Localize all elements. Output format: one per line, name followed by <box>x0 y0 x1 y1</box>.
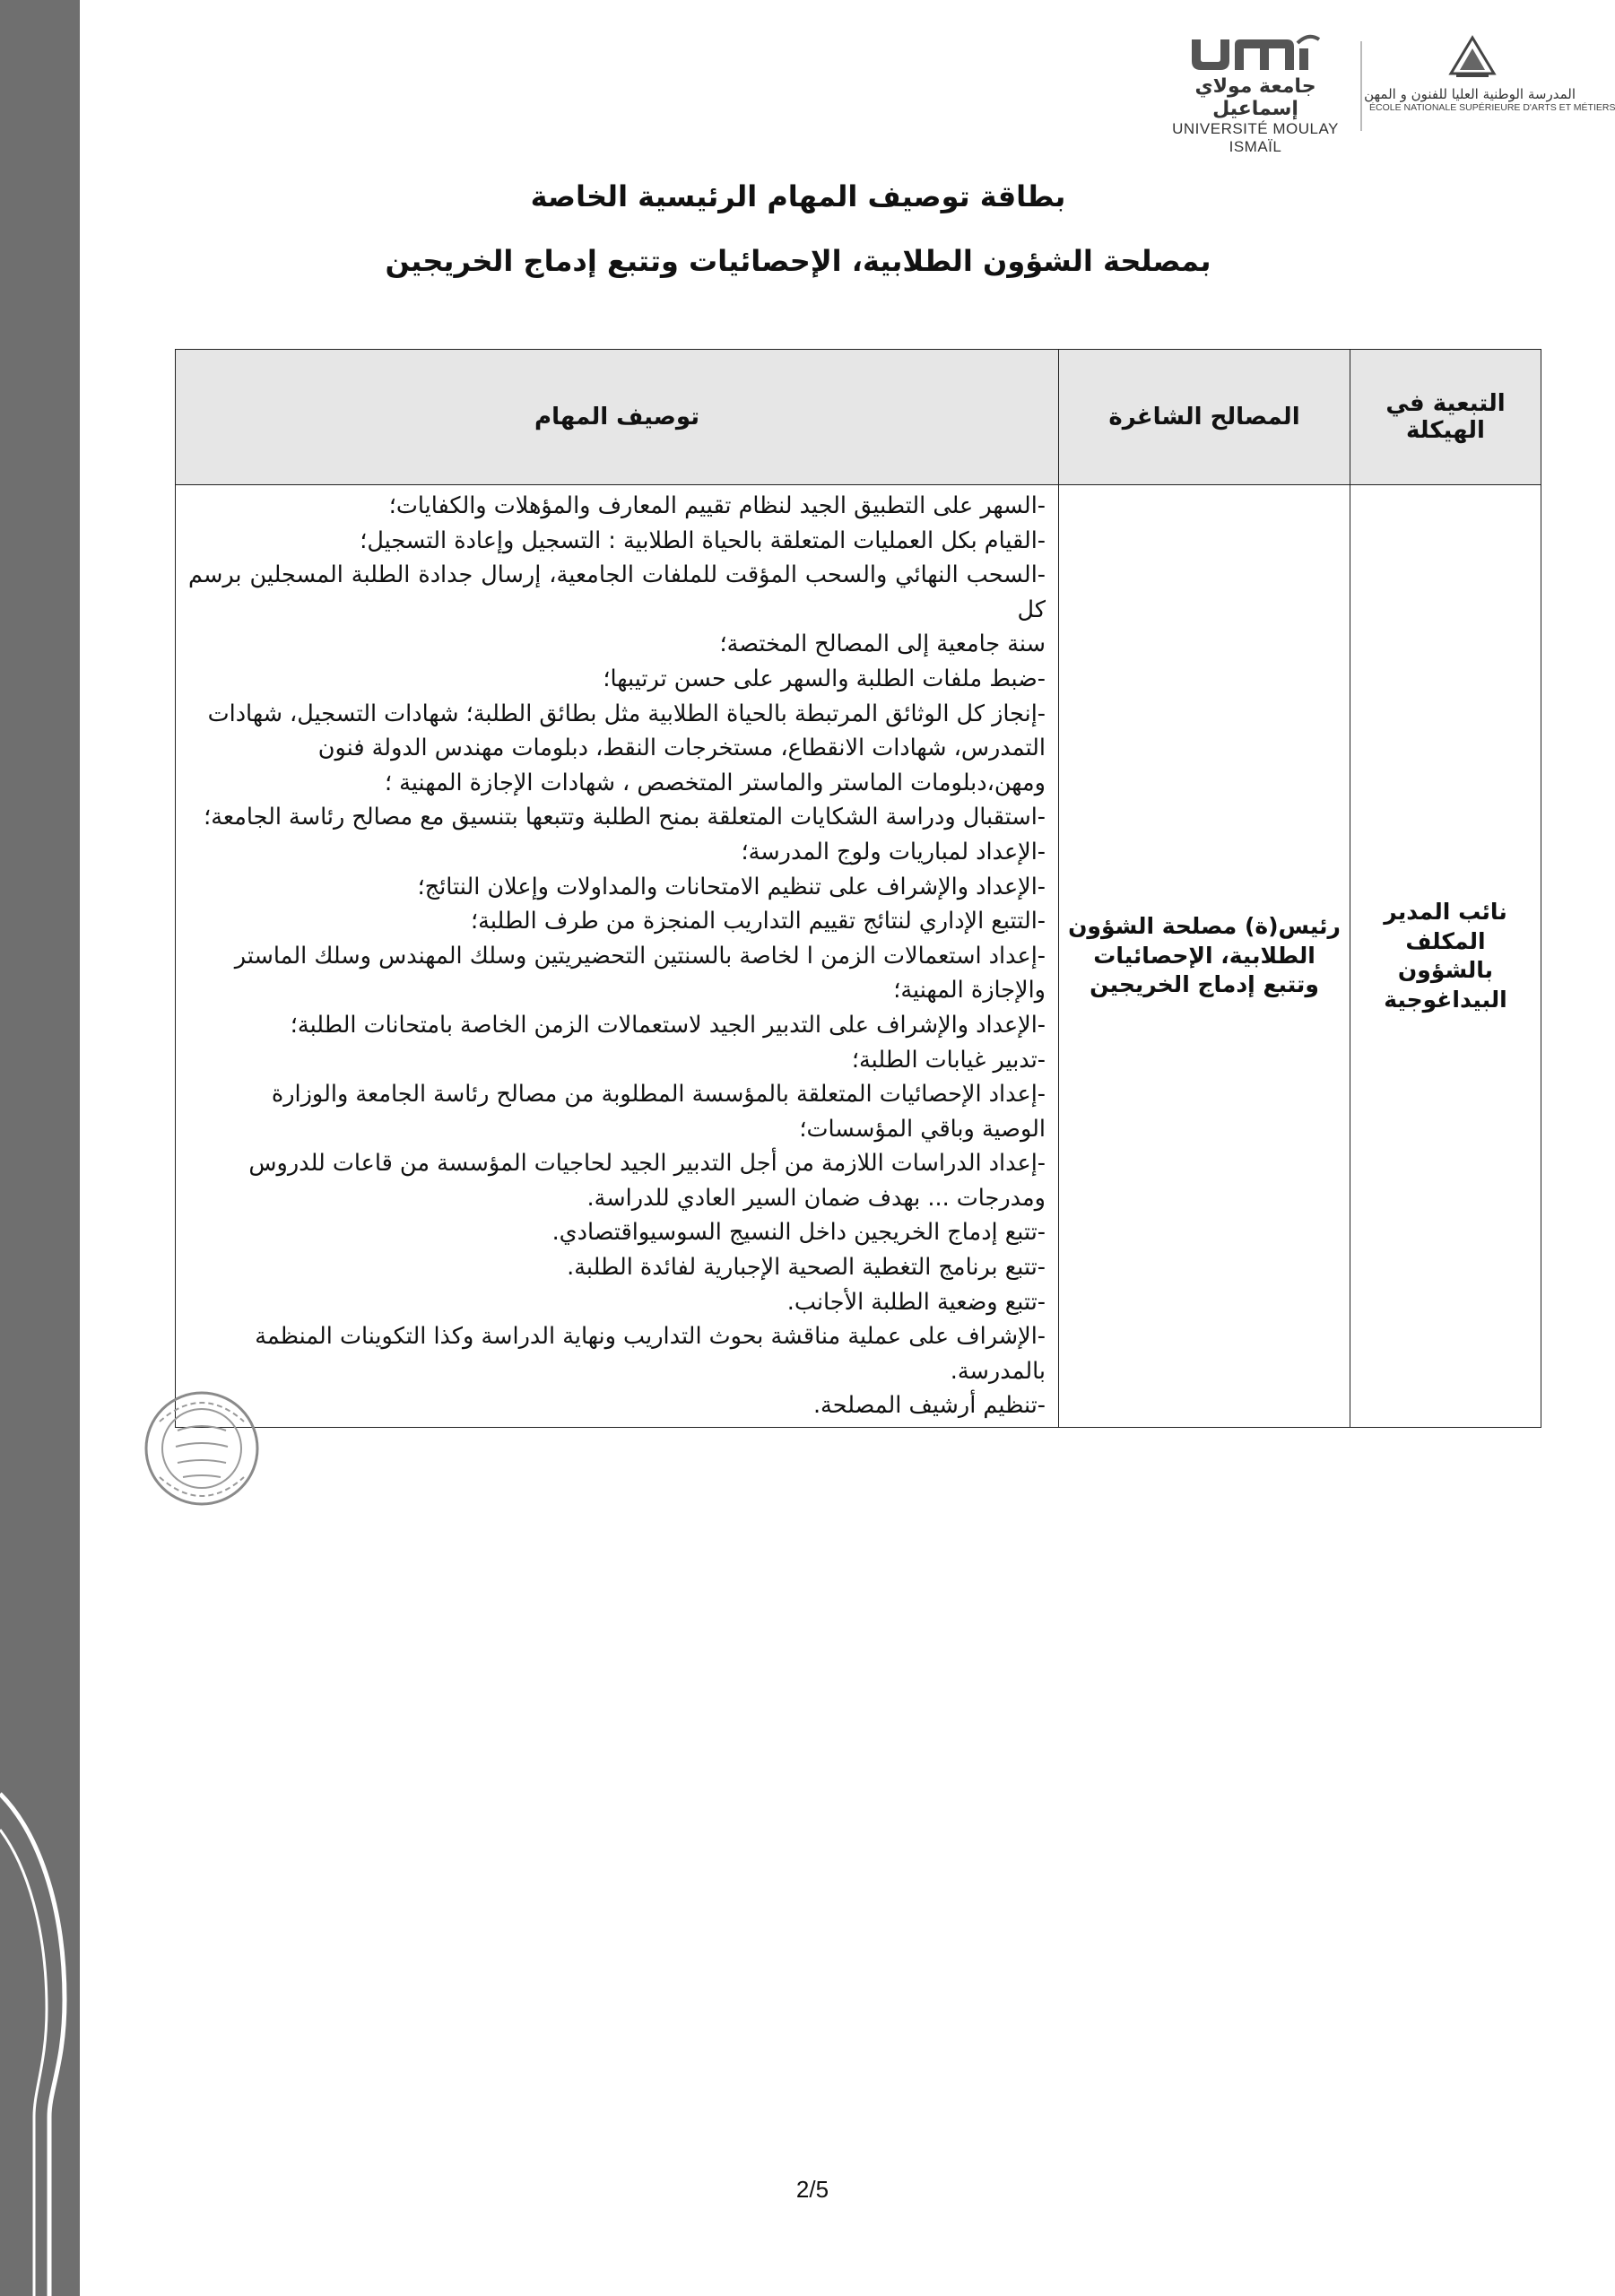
task-line: والإجازة المهنية؛ <box>893 977 1046 1004</box>
task-line: -الإعداد لمباريات ولوج المدرسة؛ <box>741 838 1046 865</box>
umi-logo <box>1161 34 1350 156</box>
task-line: الوصية وباقي المؤسسات؛ <box>799 1115 1046 1143</box>
document-title-line-1: بطاقة توصيف المهام الرئيسية الخاصة <box>530 179 1066 213</box>
task-line: -إعداد استعمالات الزمن ا لخاصة بالسنتين التحضيريتين وسلك المهندس وسلك الماستر <box>234 942 1046 970</box>
header-services: المصالح الشاغرة <box>1059 350 1350 485</box>
task-lines <box>188 489 1046 1423</box>
task-line: -السحب النهائي والسحب المؤقت للملفات الجامعية، إرسال جدادة الطلبة المسجلين برسم كل <box>188 561 1046 623</box>
document-title-line-2: بمصلحة الشؤون الطلابية، الإحصائيات وتتبع إدماج الخريجين <box>385 244 1211 278</box>
task-line: -إعداد الإحصائيات المتعلقة بالمؤسسة المطلوبة من مصالح رئاسة الجامعة والوزارة <box>271 1081 1046 1109</box>
task-line: سنة جامعية إلى المصالح المختصة؛ <box>719 631 1046 658</box>
logo-divider <box>1360 41 1362 131</box>
header-logos <box>1161 34 1615 155</box>
task-line: -تتبع إدماج الخريجين داخل النسيج السوسيواقتصادي. <box>551 1219 1046 1247</box>
task-line: -تدبير غيابات الطلبة؛ <box>851 1046 1046 1074</box>
header-tasks: توصيف المهام <box>176 350 1059 485</box>
side-decoration-band <box>0 0 80 2296</box>
umi-arabic-name: جامعة مولاي إسماعيل <box>1194 75 1316 120</box>
task-line: -القيام بكل العمليات المتعلقة بالحياة الطلابية : التسجيل وإعادة التسجيل؛ <box>360 526 1046 554</box>
cell-task-description <box>176 485 1059 1428</box>
cell-service: رئيس(ة) مصلحة الشؤون الطلابية، الإحصائيات وتتبع إدماج الخريجين <box>1059 485 1350 1428</box>
ensam-french-name: ÉCOLE NATIONALE SUPÉRIEURE D'ARTS ET MÉTIERS <box>1369 102 1615 113</box>
task-line: -استقبال ودراسة الشكايات المتعلقة بمنح الطلبة وتتبعها بتنسيق مع مصالح رئاسة الجامعة؛ <box>204 804 1046 831</box>
task-line: -السهر على التطبيق الجيد لنظام تقييم المعارف والمؤهلات والكفايات؛ <box>388 492 1046 519</box>
task-line: -التتبع الإداري لنتائج تقييم التداريب المنجزة من طرف الطلبة؛ <box>471 908 1046 935</box>
table-row <box>176 485 1541 1428</box>
task-line: -تنظيم أرشيف المصلحة. <box>812 1392 1046 1420</box>
arch-ornament <box>0 1794 80 2296</box>
umi-mark-icon <box>1161 34 1350 74</box>
task-line: -إنجاز كل الوثائق المرتبطة بالحياة الطلابية مثل بطائق الطلبة؛ شهادات التسجيل، شهادات <box>207 700 1046 727</box>
task-line: -الإعداد والإشراف على تنظيم الامتحانات والمداولات وإعلان النتائج؛ <box>417 873 1046 900</box>
task-line: بالمدرسة. <box>950 1357 1046 1385</box>
official-stamp <box>142 1386 263 1511</box>
task-line: ومهن،دبلومات الماستر والماستر المتخصص ، شهادات الإجازة المهنية ؛ <box>384 769 1046 796</box>
header-affiliation: التبعية في الهيكلة <box>1350 350 1541 485</box>
ensam-emblem-icon <box>1369 34 1576 83</box>
tasks-table <box>175 349 1541 1428</box>
task-line: -إعداد الدراسات اللازمة من أجل التدبير الجيد لحاجيات المؤسسة من قاعات للدروس <box>248 1150 1046 1178</box>
task-line: -الإشراف على عملية مناقشة بحوث التداريب ونهاية الدراسة وكذا التكوينات المنظمة <box>255 1323 1046 1351</box>
umi-french-name: UNIVERSITÉ MOULAY ISMAÏL <box>1172 120 1339 155</box>
ensam-arabic-name: المدرسة الوطنية العليا للفنون و المهن <box>1364 86 1576 102</box>
table-header-row <box>176 350 1541 485</box>
task-line: التمدرس، شهادات الانقطاع، مستخرجات النقط، دبلومات مهندس الدولة فنون <box>317 735 1046 762</box>
task-line: ومدرجات ... بهدف ضمان السير العادي للدراسة. <box>586 1184 1046 1212</box>
task-line: -تتبع برنامج التغطية الصحية الإجبارية لفائدة الطلبة. <box>567 1254 1046 1282</box>
ensam-logo <box>1364 34 1615 113</box>
cell-affiliation: نائب المدير المكلف بالشؤون البيداغوجية <box>1350 485 1541 1428</box>
page-number: 2/5 <box>795 2176 829 2203</box>
task-line: -الإعداد والإشراف على التدبير الجيد لاستعمالات الزمن الخاصة بامتحانات الطلبة؛ <box>290 1011 1046 1039</box>
task-line: -تتبع وضعية الطلبة الأجانب. <box>786 1288 1046 1316</box>
task-line: -ضبط ملفات الطلبة والسهر على حسن ترتيبها؛ <box>603 665 1046 692</box>
